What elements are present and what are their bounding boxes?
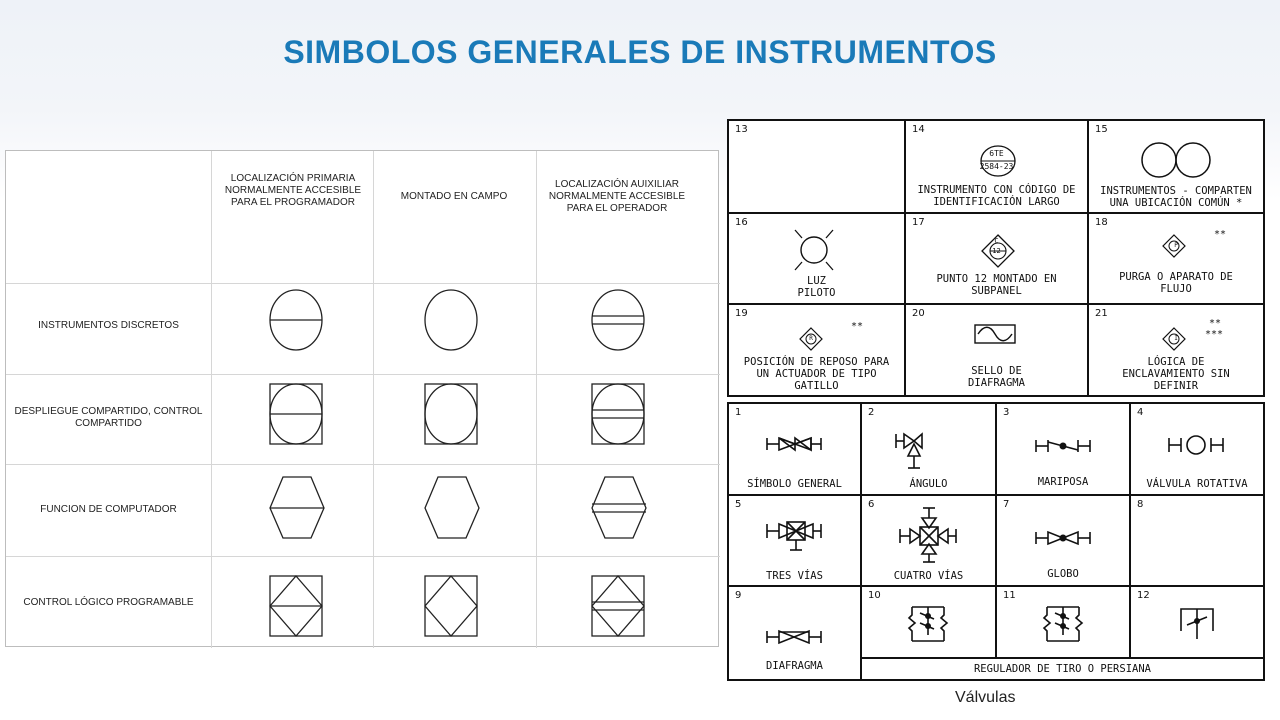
single-blade-damper-icon	[1177, 605, 1217, 645]
plc-primary-symbol	[268, 575, 328, 639]
shared-regulator-caption-cell	[862, 659, 1263, 679]
valve-cell-4	[1131, 404, 1263, 496]
diaphragm-seal-icon	[974, 323, 1018, 347]
angle-valve-icon	[894, 430, 938, 474]
pilot-light-icon	[789, 226, 839, 272]
cell-caption: LUZ PILOTO	[797, 275, 836, 299]
cell-number: 2	[868, 407, 875, 418]
tag-letter: P	[1174, 242, 1178, 249]
cell-caption: GLOBO	[1047, 568, 1079, 580]
cell-number: 6	[868, 499, 875, 510]
row-label-discrete: INSTRUMENTOS DISCRETOS	[38, 320, 179, 331]
computer-field-symbol	[423, 476, 485, 542]
cell-number: 1	[735, 407, 742, 418]
cell-caption: ÁNGULO	[909, 478, 948, 490]
cell-number: 3	[1003, 407, 1010, 418]
grid-line	[6, 556, 720, 557]
discrete-field-symbol	[423, 289, 483, 355]
valve-symbols-table	[727, 402, 1265, 681]
computer-auxiliary-symbol	[590, 476, 652, 542]
cell-number: 19	[735, 308, 748, 319]
cell-caption: SELLO DE DIAFRAGMA	[968, 365, 1025, 389]
diaphragm-valve-icon	[765, 629, 825, 645]
tag-top: C	[994, 237, 999, 245]
computer-primary-symbol	[268, 476, 330, 542]
isa-cell-15	[1089, 121, 1263, 214]
cell-number: 15	[1095, 124, 1108, 135]
tag-letter: R	[809, 335, 813, 342]
valve-cell-8	[1131, 496, 1263, 587]
valve-cell-11	[997, 587, 1131, 659]
cell-caption: TRES VÍAS	[766, 570, 823, 582]
cell-caption: PUNTO 12 MONTADO EN SUBPANEL	[936, 273, 1057, 297]
rotary-valve-icon	[1167, 434, 1227, 456]
cell-number: 16	[735, 217, 748, 228]
row-label-computer-function: FUNCION DE COMPUTADOR	[40, 504, 177, 515]
valve-cell-9	[729, 587, 862, 679]
valve-cell-3	[997, 404, 1131, 496]
cell-number: 10	[868, 590, 881, 601]
grid-line	[6, 374, 720, 375]
header-primary-location: LOCALIZACIÓN PRIMARIA NORMALMENTE ACCESIBLE PARA EL PROGRAMADOR	[224, 173, 362, 208]
general-symbols-table	[5, 150, 719, 647]
cell-caption: CUATRO VÍAS	[893, 570, 964, 582]
cell-caption: MARIPOSA	[1037, 476, 1089, 488]
cell-caption: INSTRUMENTOS - COMPARTEN UNA UBICACIÓN COMÚN *	[1100, 185, 1252, 209]
footnote-stars: **	[1214, 229, 1227, 240]
instrument-symbols-table	[727, 119, 1265, 397]
valve-cell-10	[862, 587, 997, 659]
cell-caption: VÁLVULA ROTATIVA	[1146, 478, 1248, 490]
grid-line	[6, 464, 720, 465]
row-label-shared-display: DESPLIEGUE COMPARTIDO, CONTROL COMPARTIDO	[14, 406, 203, 429]
cell-number: 18	[1095, 217, 1108, 228]
shared-location-instruments-icon	[1141, 141, 1211, 179]
cell-caption: INSTRUMENTO CON CÓDIGO DE IDENTIFICACIÓN LARGO	[917, 184, 1076, 208]
isa-cell-13	[729, 121, 906, 214]
butterfly-valve-icon	[1034, 438, 1094, 454]
cell-number: 5	[735, 499, 742, 510]
isa-cell-18	[1089, 214, 1263, 305]
cell-number: 14	[912, 124, 925, 135]
shared-caption: REGULADOR DE TIRO O PERSIANA	[973, 663, 1151, 675]
plc-field-symbol	[423, 575, 483, 639]
discrete-auxiliary-symbol	[590, 289, 650, 355]
tag-letter: I	[1174, 335, 1178, 342]
footnote-stars: **	[851, 321, 864, 332]
cell-number: 4	[1137, 407, 1144, 418]
valves-caption: Válvulas	[955, 689, 1016, 706]
cell-number: 12	[1137, 590, 1150, 601]
grid-line	[536, 151, 537, 648]
isa-cell-14	[906, 121, 1089, 214]
cell-number: 13	[735, 124, 748, 135]
cell-number: 11	[1003, 590, 1016, 601]
cell-number: 8	[1137, 499, 1144, 510]
tag-top: 6TE	[989, 149, 1004, 158]
plc-auxiliary-symbol	[590, 575, 650, 639]
grid-line	[211, 151, 212, 648]
cell-caption: PURGA O APARATO DE FLUJO	[1119, 271, 1233, 295]
four-way-valve-icon	[898, 506, 960, 566]
isa-cell-21	[1089, 305, 1263, 395]
header-field-mounted: MONTADO EN CAMPO	[400, 191, 508, 202]
cell-caption: SÍMBOLO GENERAL	[747, 478, 842, 490]
cell-number: 7	[1003, 499, 1010, 510]
cell-number: 21	[1095, 308, 1108, 319]
tag-bottom: 2584-23	[979, 162, 1014, 171]
valve-cell-1	[729, 404, 862, 496]
general-valve-icon	[765, 436, 825, 452]
shared-primary-symbol	[268, 383, 328, 449]
shared-field-symbol	[423, 383, 483, 449]
cell-caption: POSICIÓN DE REPOSO PARA UN ACTUADOR DE TIPO GATILLO	[743, 356, 890, 392]
cell-caption: DIAFRAGMA	[766, 660, 823, 672]
valve-cell-7	[997, 496, 1131, 587]
isa-cell-20	[906, 305, 1089, 395]
page-title: SIMBOLOS GENERALES DE INSTRUMENTOS	[283, 34, 997, 70]
louver-regulator-icon	[1041, 601, 1085, 645]
cell-number: 17	[912, 217, 925, 228]
discrete-primary-symbol	[268, 289, 328, 355]
header-auxiliary-location: LOCALIZACIÓN AUIXILIAR NORMALMENTE ACCESIBLE PARA EL OPERADOR	[548, 179, 686, 214]
three-way-valve-icon	[765, 518, 825, 556]
row-label-plc: CONTROL LÓGICO PROGRAMABLE	[23, 597, 194, 608]
cell-caption: LÓGICA DE ENCLAVAMIENTO SIN DEFINIR	[1122, 356, 1230, 392]
tag-bottom: 12	[992, 247, 1001, 255]
valve-cell-5	[729, 496, 862, 587]
isa-cell-19	[729, 305, 906, 395]
cell-number: 9	[735, 590, 742, 601]
isa-cell-16	[729, 214, 906, 305]
footnote-stars: **	[1209, 318, 1222, 329]
isa-cell-17	[906, 214, 1089, 305]
shared-auxiliary-symbol	[590, 383, 650, 449]
globe-valve-icon	[1034, 530, 1094, 546]
cell-number: 20	[912, 308, 925, 319]
footnote-stars-triple: ***	[1205, 329, 1224, 340]
grid-line	[6, 283, 720, 284]
damper-regulator-icon	[906, 601, 950, 645]
valve-cell-6	[862, 496, 997, 587]
grid-line	[373, 151, 374, 648]
valve-cell-12	[1131, 587, 1263, 659]
valve-cell-2	[862, 404, 997, 496]
